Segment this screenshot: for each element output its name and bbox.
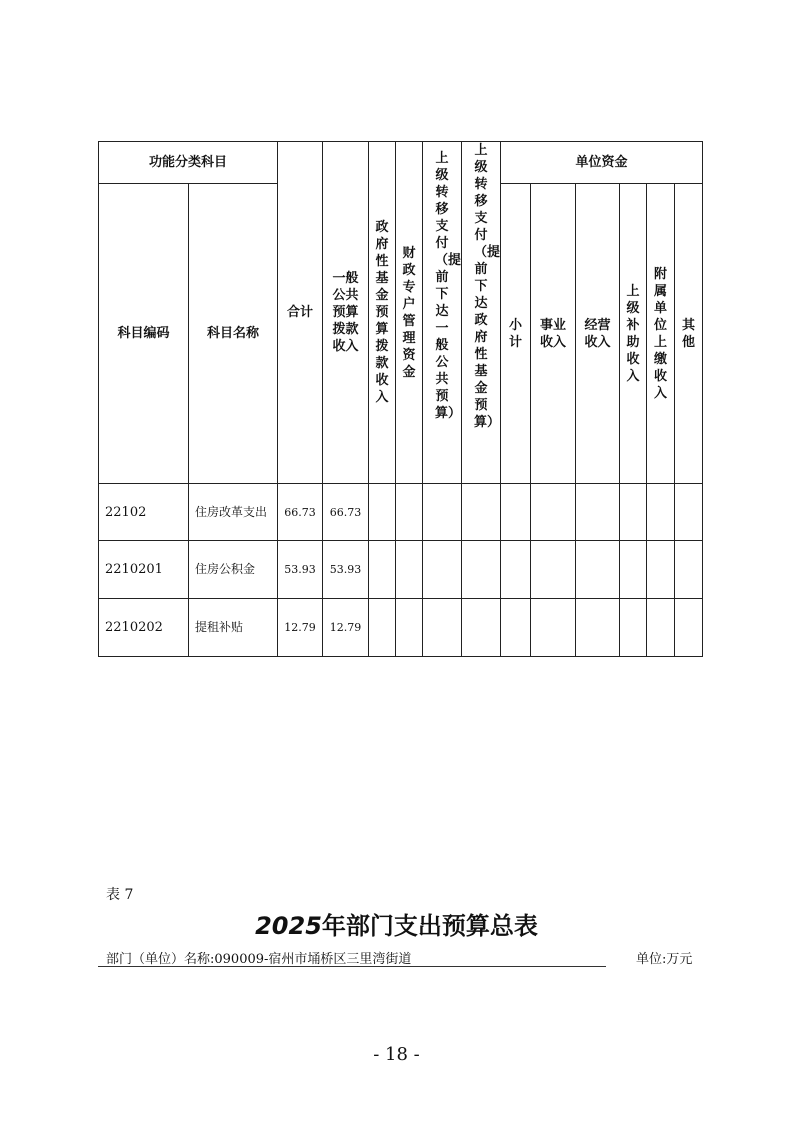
table-row	[99, 599, 703, 657]
header-business: 事业收入	[531, 184, 576, 484]
title-year: 2025	[255, 912, 322, 940]
header-special-account: 财政专户管理资金	[396, 142, 423, 484]
page-number: - 18 -	[373, 1044, 420, 1065]
header-subsidy: 上级补助收入	[620, 184, 647, 484]
header-unit-funds: 单位资金	[501, 142, 703, 184]
header-functional-class: 功能分类科目	[99, 142, 278, 184]
cell-code: 22102	[99, 484, 189, 541]
cell-name: 提租补贴	[189, 599, 278, 657]
header-name: 科目名称	[189, 184, 278, 484]
header-operating: 经营收入	[576, 184, 620, 484]
cell-general-public: 12.79	[323, 599, 369, 657]
table-row	[99, 484, 703, 541]
table-number: 表 7	[106, 887, 134, 903]
cell-code: 2210202	[99, 599, 189, 657]
header-other: 其他	[675, 184, 703, 484]
header-subtotal: 小计	[501, 184, 531, 484]
cell-general-public: 53.93	[323, 541, 369, 599]
cell-total: 66.73	[278, 484, 323, 541]
cell-general-public: 66.73	[323, 484, 369, 541]
header-general-public: 一般公共预算拨款收入	[323, 142, 369, 484]
cell-name: 住房改革支出	[189, 484, 278, 541]
header-gov-fund: 政府性基金预算拨款收入	[369, 142, 396, 484]
table-row	[99, 541, 703, 599]
header-affiliated: 附属单位上缴收入	[647, 184, 675, 484]
cell-code: 2210201	[99, 541, 189, 599]
header-total: 合计	[278, 142, 323, 484]
cell-total: 53.93	[278, 541, 323, 599]
unit-label: 单位:万元	[636, 952, 693, 967]
department-name: 部门（单位）名称:090009-宿州市埇桥区三里湾街道	[106, 952, 412, 967]
header-transfer-fund: 上级转移支付（提前下达政府性基金预算）	[462, 142, 501, 484]
cell-name: 住房公积金	[189, 541, 278, 599]
budget-table	[98, 141, 703, 657]
cell-total: 12.79	[278, 599, 323, 657]
divider	[98, 966, 606, 967]
title-text: 年部门支出预算总表	[321, 912, 538, 940]
table-title	[0, 906, 793, 941]
header-transfer-general: 上级转移支付（提前下达一般公共预算）	[423, 142, 462, 484]
header-code: 科目编码	[99, 184, 189, 484]
